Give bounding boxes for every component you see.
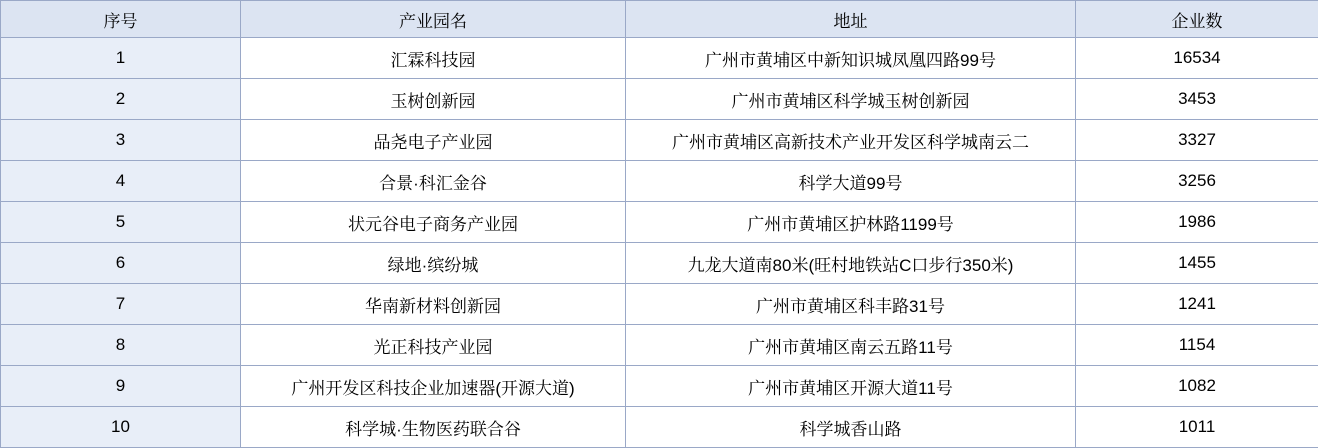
column-header-park-name: 产业园名 (241, 1, 626, 38)
cell-index: 7 (1, 284, 241, 325)
cell-park-name: 光正科技产业园 (241, 325, 626, 366)
cell-address: 九龙大道南80米(旺村地铁站C口步行350米) (626, 243, 1076, 284)
cell-park-name: 状元谷电子商务产业园 (241, 202, 626, 243)
cell-enterprise-count: 1082 (1076, 366, 1318, 407)
cell-index: 4 (1, 161, 241, 202)
table-row (1, 407, 1318, 448)
cell-address: 广州市黄埔区科丰路31号 (626, 284, 1076, 325)
cell-park-name: 广州开发区科技企业加速器(开源大道) (241, 366, 626, 407)
table-row (1, 120, 1318, 161)
cell-address: 广州市黄埔区中新知识城凤凰四路99号 (626, 38, 1076, 79)
cell-park-name: 华南新材料创新园 (241, 284, 626, 325)
cell-enterprise-count: 1011 (1076, 407, 1318, 448)
cell-enterprise-count: 16534 (1076, 38, 1318, 79)
table-row (1, 284, 1318, 325)
table-row (1, 38, 1318, 79)
table-row (1, 243, 1318, 284)
cell-park-name: 品尧电子产业园 (241, 120, 626, 161)
cell-enterprise-count: 1455 (1076, 243, 1318, 284)
cell-enterprise-count: 1241 (1076, 284, 1318, 325)
cell-address: 广州市黄埔区护林路1199号 (626, 202, 1076, 243)
cell-enterprise-count: 3327 (1076, 120, 1318, 161)
cell-address: 科学城香山路 (626, 407, 1076, 448)
cell-index: 5 (1, 202, 241, 243)
cell-enterprise-count: 1986 (1076, 202, 1318, 243)
cell-index: 8 (1, 325, 241, 366)
cell-index: 2 (1, 79, 241, 120)
cell-park-name: 玉树创新园 (241, 79, 626, 120)
table-body (1, 38, 1318, 448)
cell-enterprise-count: 3453 (1076, 79, 1318, 120)
cell-address: 广州市黄埔区南云五路11号 (626, 325, 1076, 366)
cell-index: 6 (1, 243, 241, 284)
cell-index: 10 (1, 407, 241, 448)
cell-address: 广州市黄埔区科学城玉树创新园 (626, 79, 1076, 120)
column-header-index: 序号 (1, 1, 241, 38)
cell-index: 3 (1, 120, 241, 161)
cell-address: 广州市黄埔区高新技术产业开发区科学城南云二 (626, 120, 1076, 161)
table-row (1, 161, 1318, 202)
table-row (1, 79, 1318, 120)
cell-address: 广州市黄埔区开源大道11号 (626, 366, 1076, 407)
cell-enterprise-count: 3256 (1076, 161, 1318, 202)
cell-enterprise-count: 1154 (1076, 325, 1318, 366)
table-header-row (1, 1, 1318, 38)
table-row (1, 325, 1318, 366)
table-row (1, 202, 1318, 243)
cell-park-name: 绿地·缤纷城 (241, 243, 626, 284)
column-header-address: 地址 (626, 1, 1076, 38)
cell-address: 科学大道99号 (626, 161, 1076, 202)
cell-index: 1 (1, 38, 241, 79)
column-header-enterprise-count: 企业数 (1076, 1, 1318, 38)
cell-park-name: 合景·科汇金谷 (241, 161, 626, 202)
table-row (1, 366, 1318, 407)
table-header (1, 1, 1318, 38)
cell-park-name: 汇霖科技园 (241, 38, 626, 79)
cell-park-name: 科学城·生物医药联合谷 (241, 407, 626, 448)
cell-index: 9 (1, 366, 241, 407)
